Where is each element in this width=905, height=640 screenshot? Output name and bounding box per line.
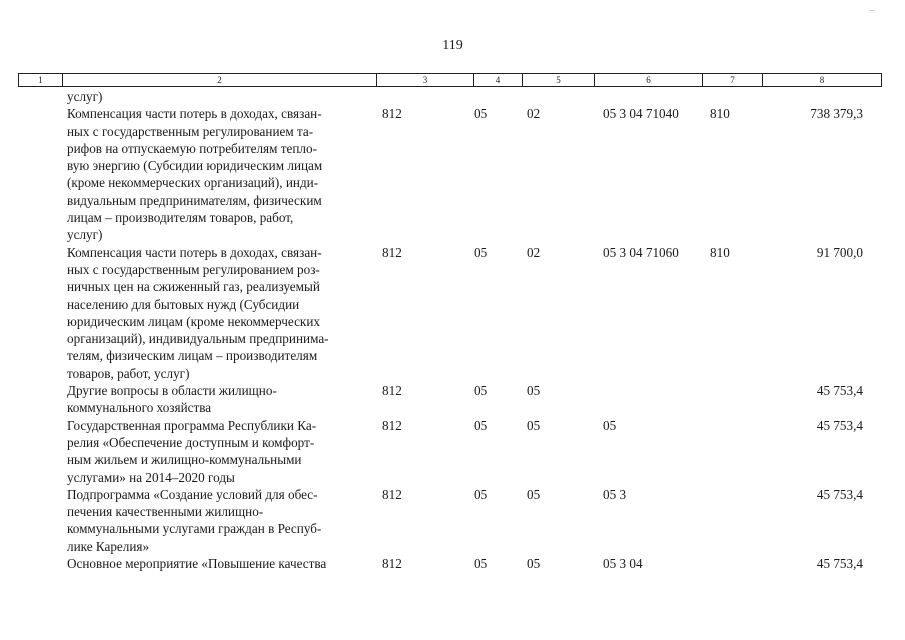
table-row: [0, 486, 905, 555]
row-name: услуг): [67, 89, 103, 104]
cell-ministry: 812: [382, 556, 402, 572]
row-name: Компенсация части потерь в доходах, связан- ных с государственным регулированием роз- ничных цен на сжиженный газ, реализуемый населению для бытовых нужд (Субсидии юридическим лицам (кроме некоммерческих организаций), индивидуальным предпринима- телям, физическим лицам – производителям товаров, работ, услуг): [67, 244, 329, 381]
row-name: Другие вопросы в области жилищно- коммунального хозяйства: [67, 383, 277, 416]
cell-expense-type: 810: [710, 244, 730, 260]
cell-target-article: 05 3 04 71060: [603, 244, 679, 260]
cell-target-article: 05 3 04: [603, 556, 643, 572]
cell-target-article: 05 3 04 71040: [603, 106, 679, 122]
cell-subsection: 05: [527, 417, 541, 433]
column-header-5: 5: [523, 74, 595, 86]
cell-amount: 91 700,0: [816, 244, 863, 260]
cell-ministry: 812: [382, 244, 402, 260]
cell-target-article: 05 3: [603, 486, 627, 502]
row-name: Государственная программа Республики Ка- релия «Обеспечение доступным и комфорт- ным жильем и жилищно-коммунальными услугами» на 2014–2020 годы: [67, 417, 317, 485]
cell-subsection: 05: [527, 383, 541, 399]
cell-section: 05: [474, 556, 488, 572]
table-body: [0, 88, 905, 572]
column-header-6: 6: [595, 74, 703, 86]
row-name: Компенсация части потерь в доходах, связан- ных с государственным регулированием та- рифов на отпускаемую потребителям тепло- вую энергию (Субсидии юридическим лицам (кроме некоммерческих организаций), инди- видуальным предпринимателям, физическим лицам – производителям товаров, работ, услуг): [67, 106, 323, 243]
column-header-4: 4: [474, 74, 523, 86]
table-row: [0, 244, 905, 382]
table-header: [18, 73, 882, 87]
cell-section: 05: [474, 417, 488, 433]
cell-subsection: 05: [527, 486, 541, 502]
table-row: [0, 417, 905, 486]
cell-subsection: 02: [527, 244, 541, 260]
cell-amount: 45 753,4: [816, 556, 863, 572]
cell-ministry: 812: [382, 106, 402, 122]
column-header-1: 1: [19, 74, 63, 86]
cell-section: 05: [474, 486, 488, 502]
column-header-2: 2: [63, 74, 377, 86]
cell-ministry: 812: [382, 417, 402, 433]
cell-section: 05: [474, 106, 488, 122]
cell-section: 05: [474, 244, 488, 260]
page-number: 119: [442, 38, 463, 53]
scan-mark: [869, 10, 875, 11]
column-header-3: 3: [377, 74, 474, 86]
table-row: [0, 382, 905, 417]
cell-amount: 45 753,4: [816, 383, 863, 399]
table-row: [0, 105, 905, 243]
cell-amount: 45 753,4: [816, 486, 863, 502]
row-name: Основное мероприятие «Повышение качества: [67, 556, 327, 572]
cell-section: 05: [474, 383, 488, 399]
column-header-8: 8: [819, 75, 825, 85]
table-row: [0, 555, 905, 572]
cell-target-article: 05: [603, 417, 617, 433]
cell-expense-type: 810: [710, 106, 730, 122]
column-header-7: 7: [703, 74, 763, 86]
cell-amount: 45 753,4: [816, 417, 863, 433]
cell-amount: 738 379,3: [810, 106, 863, 122]
table-row: [0, 88, 905, 105]
cell-subsection: 05: [527, 556, 541, 572]
cell-ministry: 812: [382, 383, 402, 399]
cell-ministry: 812: [382, 486, 402, 502]
cell-subsection: 02: [527, 106, 541, 122]
row-name: Подпрограмма «Создание условий для обес- печения качественными жилищно- коммунальными услугами граждан в Респуб- лике Карелия»: [67, 486, 322, 554]
